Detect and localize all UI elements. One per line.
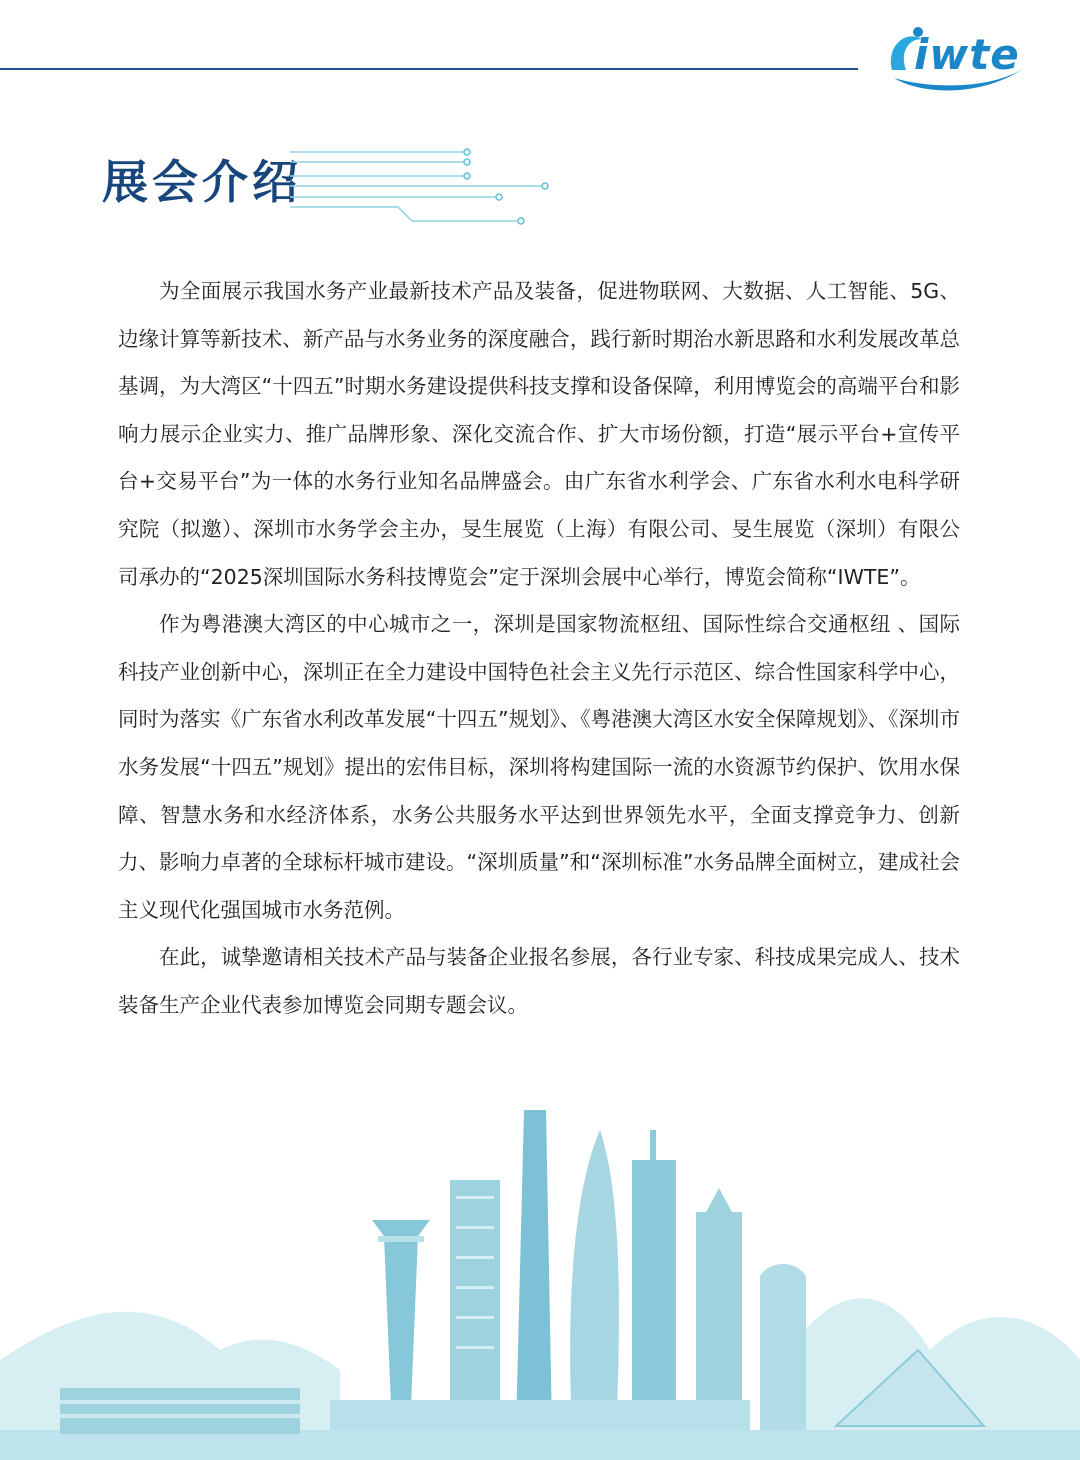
paragraph-2: 作为粤港澳大湾区的中心城市之一，深圳是国家物流枢纽、国际性综合交通枢纽 、国际科技产业创新中心，深圳正在全力建设中国特色社会主义先行示范区、综合性国家科学中心，同时为落实《广东省水利改革发展“十四五”规划》、《粤港澳大湾区水安全保障规划》、《深圳市水务发展“十四五”规划》提出的宏伟目标，深圳将构建国际一流的水资源节约保护、饮用水保障、智慧水务和水经济体系，水务公共服务水平达到世界领先水平，全面支撑竞争力、创新力、影响力卓著的全球标杆城市建设。“深圳质量”和“深圳标准”水务品牌全面树立，建成社会主义现代化强国城市水务范例。: [118, 612, 960, 922]
page-title: 展会介绍: [102, 155, 302, 209]
paragraph-3: 在此，诚挚邀请相关技术产品与装备企业报名参展，各行业专家、科技成果完成人、技术装备生产企业代表参加博览会同期专题会议。: [118, 945, 960, 1017]
paragraph-1: 为全面展示我国水务产业最新技术产品及装备，促进物联网、大数据、人工智能、5G、边缘计算等新技术、新产品与水务业务的深度融合，践行新时期治水新思路和水利发展改革总基调，为大湾区“十四五”时期水务建设提供科技支撑和设备保障，利用博览会的高端平台和影响力展示企业实力、推广品牌形象、深化交流合作、扩大市场份额，打造“展示平台+宣传平台+交易平台”为一体的水务行业知名品牌盛会。由广东省水利学会、广东省水利水电科学研究院（拟邀）、深圳市水务学会主办，旻生展览（上海）有限公司、旻生展览（深圳）有限公司承办的“2025深圳国际水务科技博览会”定于深圳会展中心举行，博览会简称“IWTE”。: [118, 279, 960, 589]
city-skyline-illustration: [0, 1100, 1080, 1460]
circuit-lines-decoration: [290, 140, 550, 230]
logo-text: iwte: [914, 30, 1020, 79]
intro-text: [118, 268, 960, 1030]
header-rule: [0, 68, 858, 70]
